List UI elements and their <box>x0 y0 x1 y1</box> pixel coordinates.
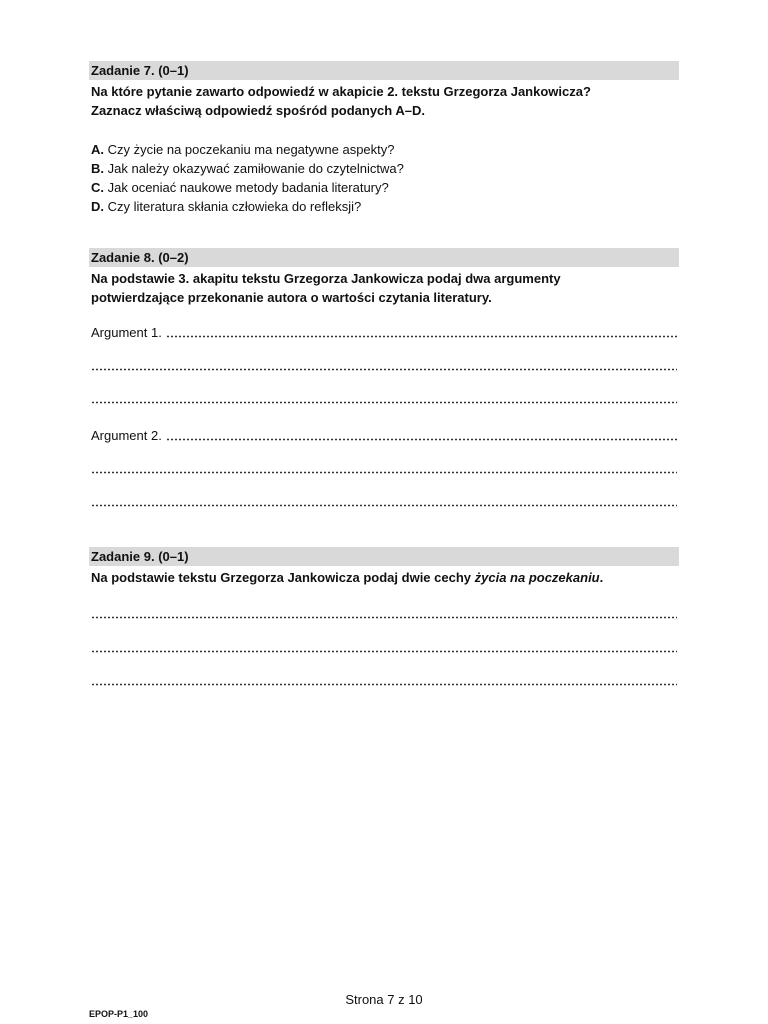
task-8-question <box>89 269 679 307</box>
task-7-question <box>89 82 679 120</box>
answer-dots <box>91 471 677 474</box>
option-d-text: Czy literatura skłania człowieka do refleksji? <box>107 199 362 214</box>
option-a-letter: A. <box>91 142 104 157</box>
argument-1-continuation-line[interactable] <box>91 358 677 373</box>
option-a[interactable] <box>91 140 679 159</box>
task-9-question-suffix: . <box>599 570 604 585</box>
task-9-question-prefix: Na podstawie tekstu Grzegorza Jankowicza podaj dwie cechy <box>91 570 475 585</box>
option-d-letter: D. <box>91 199 104 214</box>
answer-dots <box>91 504 677 507</box>
answer-dots <box>91 650 677 653</box>
answer-dots <box>91 683 677 686</box>
task-9-question <box>89 568 679 587</box>
option-b[interactable] <box>91 159 679 178</box>
answer-dots <box>91 401 677 404</box>
page-number: Strona 7 z 10 <box>345 992 423 1007</box>
task-9-question-italic: życia na poczekaniu <box>474 570 600 585</box>
answer-dots <box>91 616 677 619</box>
option-b-text: Jak należy okazywać zamiłowanie do czytelnictwa? <box>107 161 404 176</box>
task-7-options <box>89 140 679 216</box>
task-9-answer-line[interactable] <box>91 640 677 655</box>
task-7 <box>89 61 679 216</box>
task-7-question-line-1: Na które pytanie zawarto odpowiedź w akapicie 2. tekstu Grzegorza Jankowicza? <box>91 84 591 99</box>
answer-dots <box>166 335 677 338</box>
task-9 <box>89 547 679 587</box>
task-9-header: Zadanie 9. (0–1) <box>89 547 679 566</box>
argument-1-line[interactable] <box>91 325 677 340</box>
argument-2-label: Argument 2. <box>91 428 162 443</box>
option-d[interactable] <box>91 197 679 216</box>
option-a-text: Czy życie na poczekaniu ma negatywne aspekty? <box>107 142 395 157</box>
argument-1-continuation-line[interactable] <box>91 391 677 406</box>
task-9-answer-line[interactable] <box>91 673 677 688</box>
answer-dots <box>166 438 677 441</box>
option-c-text: Jak oceniać naukowe metody badania literatury? <box>107 180 389 195</box>
option-c-letter: C. <box>91 180 104 195</box>
argument-2-continuation-line[interactable] <box>91 494 677 509</box>
document-code: EPOP-P1_100 <box>89 1009 149 1019</box>
argument-2-continuation-line[interactable] <box>91 461 677 476</box>
argument-2-line[interactable] <box>91 428 677 443</box>
task-7-header: Zadanie 7. (0–1) <box>89 61 679 80</box>
option-c[interactable] <box>91 178 679 197</box>
argument-1-label: Argument 1. <box>91 325 162 340</box>
task-7-question-line-2: Zaznacz właściwą odpowiedź spośród podanych A–D. <box>91 103 425 118</box>
task-8-question-line-2: potwierdzające przekonanie autora o wartości czytania literatury. <box>91 290 492 305</box>
task-8-question-line-1: Na podstawie 3. akapitu tekstu Grzegorza Jankowicza podaj dwa argumenty <box>91 271 561 286</box>
task-8-header: Zadanie 8. (0–2) <box>89 248 679 267</box>
task-8 <box>89 248 679 307</box>
task-9-answer-line[interactable] <box>91 606 677 621</box>
option-b-letter: B. <box>91 161 104 176</box>
answer-dots <box>91 368 677 371</box>
